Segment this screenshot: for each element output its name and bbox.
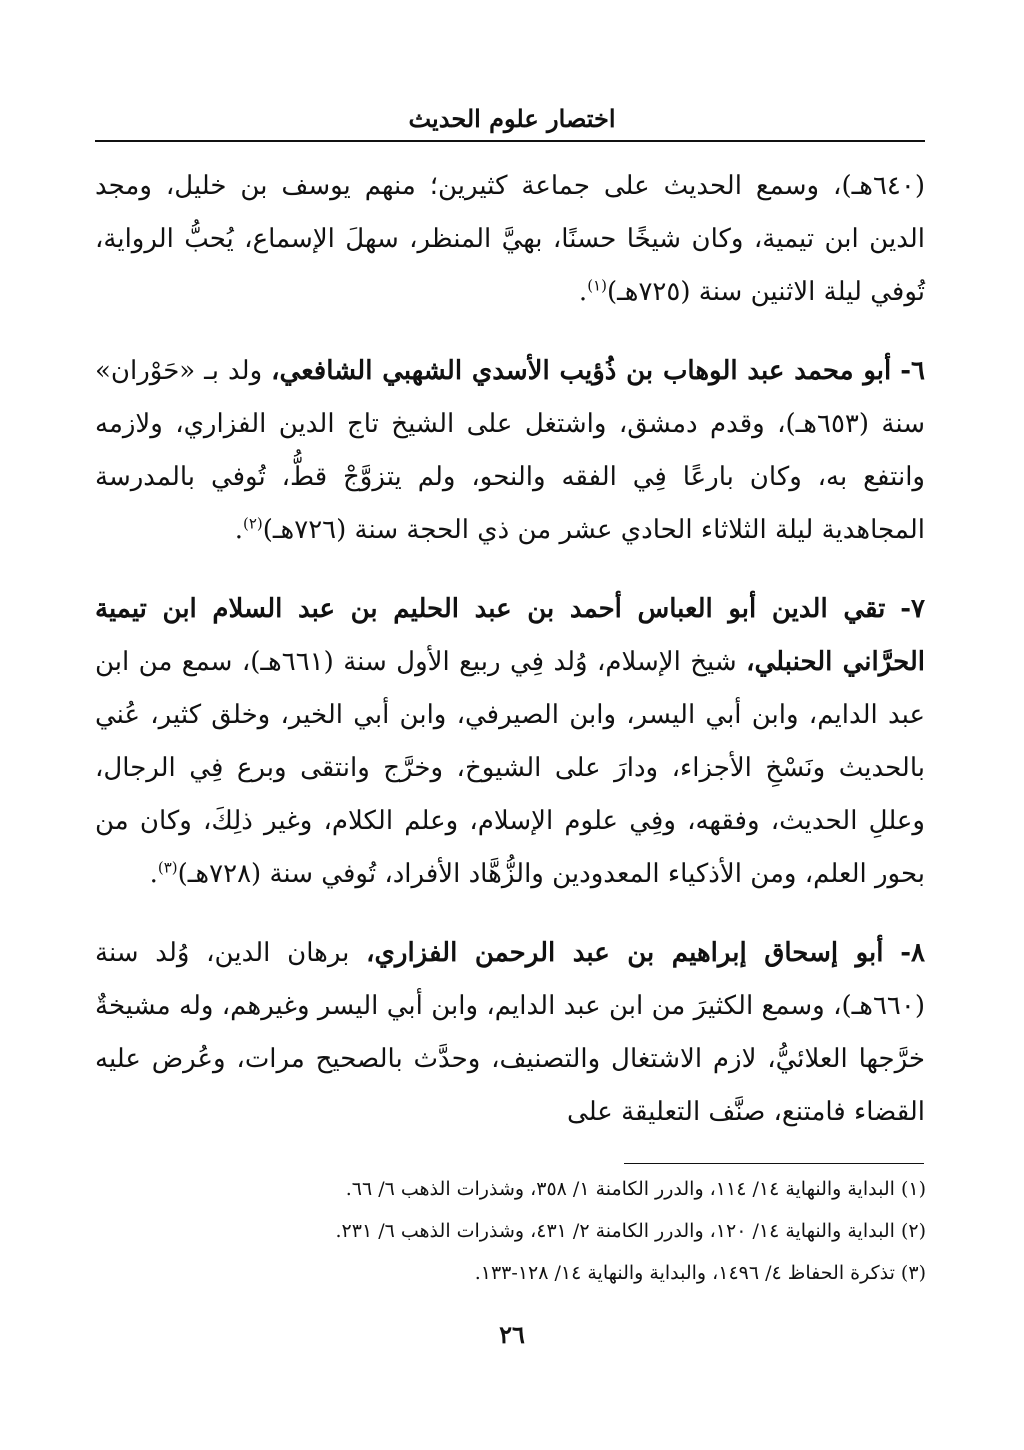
footnote-ref[interactable]: (٣)	[157, 858, 178, 877]
main-text	[95, 160, 925, 1165]
footnote-3: (٣) تذكرة الحفاظ ٤/ ١٤٩٦، والبداية والنهاية ١٤/ ١٢٨-١٣٣.	[474, 1262, 926, 1284]
paragraph-text: برهان الدين، وُلد سنة (٦٦٠هـ)، وسمع الكثيرَ من ابن عبد الدايم، وابن أبي اليسر وغيرهم، وله مشيخةٌ خرَّجها العلائيُّ، لازم الاشتغال والتصنيف، وحدَّث بالصحيح مرات، وعُرض عليه القضاء فامتنع، صنَّف التعليقة على	[95, 938, 925, 1127]
entry-number: ٦-	[900, 356, 926, 386]
footnote-ref[interactable]: (٢)	[242, 514, 263, 533]
footnotes	[100, 1168, 926, 1294]
entry-7	[95, 583, 925, 901]
entry-number: ٧-	[900, 594, 926, 624]
page-number: ٢٦	[499, 1320, 525, 1349]
footnote-ref[interactable]: (١)	[587, 276, 607, 295]
entry-number: ٨-	[900, 938, 925, 968]
footnote-2: (٢) البداية والنهاية ١٤/ ١٢٠، والدرر الكامنة ٢/ ٤٣١، وشذرات الذهب ٦/ ٢٣١.	[335, 1220, 926, 1242]
footnote-1: (١) البداية والنهاية ١٤/ ١١٤، والدرر الكامنة ١/ ٣٥٨، وشذرات الذهب ٦/ ٦٦.	[345, 1178, 926, 1200]
entry-name: تقي الدين أبو العباس أحمد بن عبد الحليم بن عبد السلام ابن تيمية الحرَّاني الحنبلي،	[95, 594, 926, 677]
paragraph-text: شيخ الإسلام، وُلد فِي ربيع الأول سنة (٦٦١هـ)، سمع من ابن عبد الدايم، وابن أبي اليسر، وابن الصيرفي، وابن أبي الخير، وخلق كثير، عُني بالحديث ونَسْخِ الأجزاء، ودارَ على الشيوخ، وخرَّج وانتقى وبرع فِي الرجال، وعللِ الحديث، وفقهه، وفِي علوم الإسلام، وعلم الكلام، وغير ذلِكَ، وكان من بحور العلم، ومن الأذكياء المعدودين والزُّهَّاد الأفراد، تُوفي سنة (٧٢٨هـ)	[95, 647, 925, 889]
paragraph-text: (٦٤٠هـ)، وسمع الحديث على جماعة كثيرين؛ منهم يوسف بن خليل، ومجد الدين ابن تيمية، وكان شيخًا حسنًا، بهيَّ المنظر، سهلَ الإسماع، يُحبُّ الرواية، تُوفي ليلة الاثنين سنة (٧٢٥هـ)	[95, 171, 925, 307]
paragraph-end: .	[149, 859, 158, 889]
paragraph-end: .	[234, 515, 243, 545]
entry-6	[95, 345, 925, 557]
header-rule	[95, 140, 925, 142]
footnote-rule	[624, 1163, 924, 1164]
entry-name: أبو إسحاق إبراهيم بن عبد الرحمن الفزاري،	[366, 938, 884, 968]
entry-name: أبو محمد عبد الوهاب بن ذُؤيب الأسدي الشهبي الشافعي،	[271, 356, 892, 386]
paragraph-end: .	[578, 277, 588, 307]
paragraph-continuation	[95, 160, 925, 319]
paragraph-text: ولد بـ «حَوْران» سنة (٦٥٣هـ)، وقدم دمشق، واشتغل على الشيخ تاج الدين الفزاري، ولازمه وانتفع به، وكان بارعًا فِي الفقه والنحو، ولم يتزوَّجْ قطُّ، تُوفي بالمدرسة المجاهدية ليلة الثلاثاء الحادي عشر من ذي الحجة سنة (٧٢٦هـ)	[95, 356, 925, 545]
entry-8	[95, 927, 925, 1139]
running-header: اختصار علوم الحديث	[408, 104, 616, 133]
